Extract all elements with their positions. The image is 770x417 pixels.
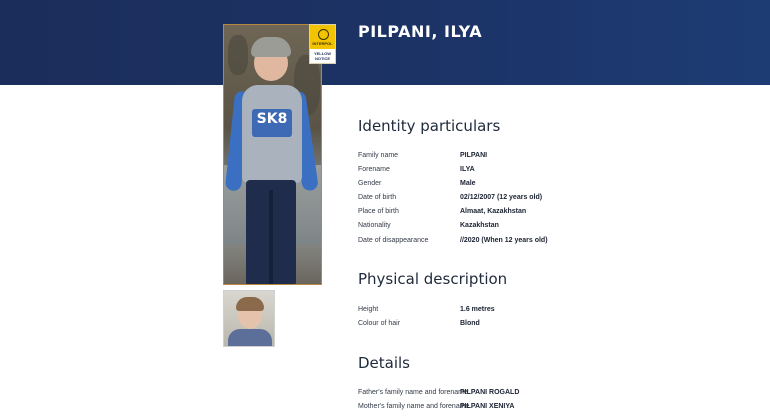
row-value: //2020 (When 12 years old) <box>460 237 548 244</box>
identity-row <box>358 194 658 207</box>
row-value: Almaat, Kazakhstan <box>460 208 527 215</box>
identity-row <box>358 222 658 235</box>
row-label: Forename <box>358 166 390 173</box>
row-value: ILYA <box>460 166 475 173</box>
row-label: Height <box>358 306 379 313</box>
thumb-hair <box>236 297 264 311</box>
identity-row <box>358 166 658 179</box>
thumb-body <box>228 329 272 347</box>
row-label: Place of birth <box>358 208 399 215</box>
header-band <box>0 0 770 85</box>
row-value: PILPANI ROGALD <box>460 389 520 396</box>
identity-particulars-heading: Identity particulars <box>358 117 501 135</box>
identity-row <box>358 180 658 193</box>
identity-row <box>358 237 658 250</box>
main-photo[interactable] <box>223 24 322 285</box>
row-value: Kazakhstan <box>460 222 499 229</box>
badge-notice-text: YELLOW NOTICE <box>313 51 332 61</box>
thumbnail-photo[interactable] <box>223 290 275 347</box>
identity-row <box>358 152 658 165</box>
row-value: PILPANI XENIYA <box>460 403 515 410</box>
badge-org-text: INTERPOL <box>312 41 333 46</box>
background-rock <box>228 35 248 75</box>
details-heading: Details <box>358 354 411 372</box>
details-row <box>358 389 658 402</box>
details-row <box>358 403 658 416</box>
row-value: PILPANI <box>460 152 488 159</box>
row-label: Nationality <box>358 222 391 229</box>
globe-icon <box>318 29 329 40</box>
identity-row <box>358 208 658 221</box>
row-value: 1.6 metres <box>460 306 495 313</box>
physical-description-heading: Physical description <box>358 270 508 288</box>
row-label: Family name <box>358 152 399 159</box>
row-label: Colour of hair <box>358 320 401 327</box>
row-label: Father's family name and forename <box>358 389 468 396</box>
physical-row <box>358 320 658 333</box>
photo-legs <box>246 180 296 285</box>
row-value: Male <box>460 180 476 187</box>
photo-hat <box>251 37 291 57</box>
row-label: Mother's family name and forename <box>358 403 470 410</box>
physical-row <box>358 306 658 319</box>
row-label: Gender <box>358 180 382 187</box>
row-value: 02/12/2007 (12 years old) <box>460 194 543 201</box>
row-label: Date of disappearance <box>358 237 429 244</box>
row-value: Blond <box>460 320 480 327</box>
page-title: PILPANI, ILYA <box>358 22 483 41</box>
shirt-text: SK8 <box>256 111 288 127</box>
yellow-notice-badge <box>309 24 336 64</box>
row-label: Date of birth <box>358 194 397 201</box>
